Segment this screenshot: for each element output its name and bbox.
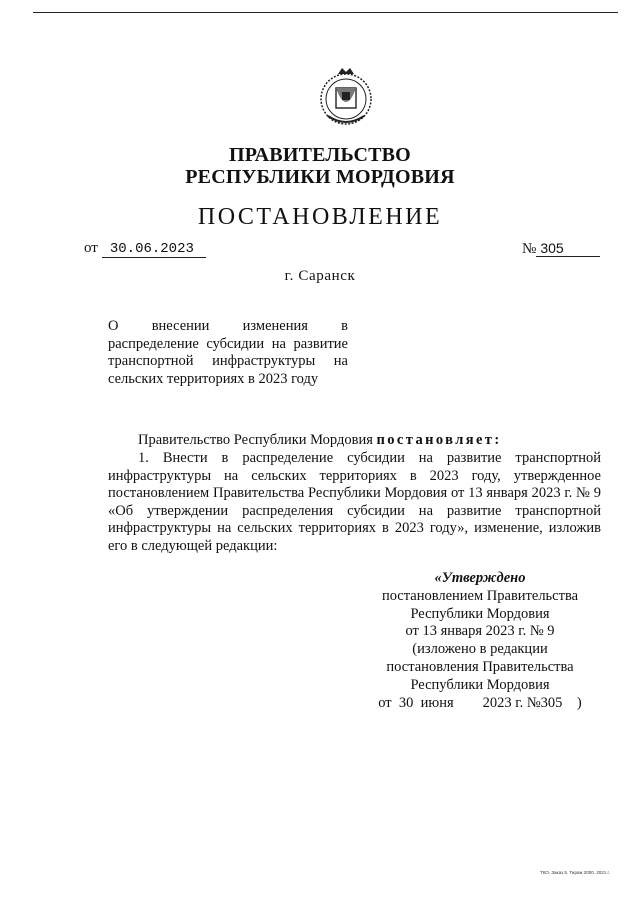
approval-line: Республики Мордовия: [410, 605, 550, 622]
approval-line: Республики Мордовия: [410, 676, 550, 693]
approval-line: постановлением Правительства: [381, 587, 579, 604]
org-name-line2: РЕСПУБЛИКИ МОРДОВИЯ: [185, 166, 455, 188]
approval-line: постановления Правительства: [386, 658, 574, 675]
top-rule: [33, 12, 618, 13]
subject-block: [108, 318, 348, 388]
subject-line: О внесении изменения в: [108, 318, 348, 334]
item1-text: 1. Внести в распределение субсидии на развитие транспортной инфраструктуры на сельских территориях в 2023 году, утвержденное постановлением Правительства Республики Мордовия от 13 января 2023 г. № 9 «Об утверждении распределения субсидии на развитие транспортной инфраструктуры на сельских территориях в 2023 году», изменение, изложив его в следующей редакции:: [108, 450, 601, 554]
org-name-line1: ПРАВИТЕЛЬСТВО: [229, 144, 411, 166]
intro-text: Правительство Республики Мордовия: [138, 432, 373, 448]
number-prefix: №: [522, 241, 537, 257]
date-field: [84, 240, 206, 258]
document-type: ПОСТАНОВЛЕНИЕ: [197, 204, 443, 230]
subject-line: транспортной инфраструктуры на: [108, 353, 348, 369]
coat-of-arms-icon: [318, 66, 374, 128]
item-paragraph: [108, 450, 601, 555]
print-mark: ТКО. Заказ 5. Тираж 2000. 2021 г.: [540, 870, 610, 875]
intro-paragraph: [108, 432, 601, 450]
subject-line: сельских территориях в 2023 году: [108, 370, 319, 387]
number-field: [522, 240, 600, 258]
city: г. Саранск: [284, 268, 356, 284]
date-prefix: от: [84, 240, 98, 256]
approval-line: (изложено в редакции: [412, 641, 548, 658]
date-value: 30.06.2023: [102, 241, 206, 258]
subject-line: распределение субсидии на развитие: [108, 335, 348, 352]
approval-block: [360, 570, 600, 712]
number-value: 305: [536, 240, 600, 257]
approval-line: от 30 июня 2023 г. №305 ): [378, 694, 582, 711]
approval-heading: «Утверждено: [434, 570, 526, 586]
approval-line: от 13 января 2023 г. № 9: [405, 623, 555, 640]
intro-decree: постановляет:: [376, 432, 502, 448]
